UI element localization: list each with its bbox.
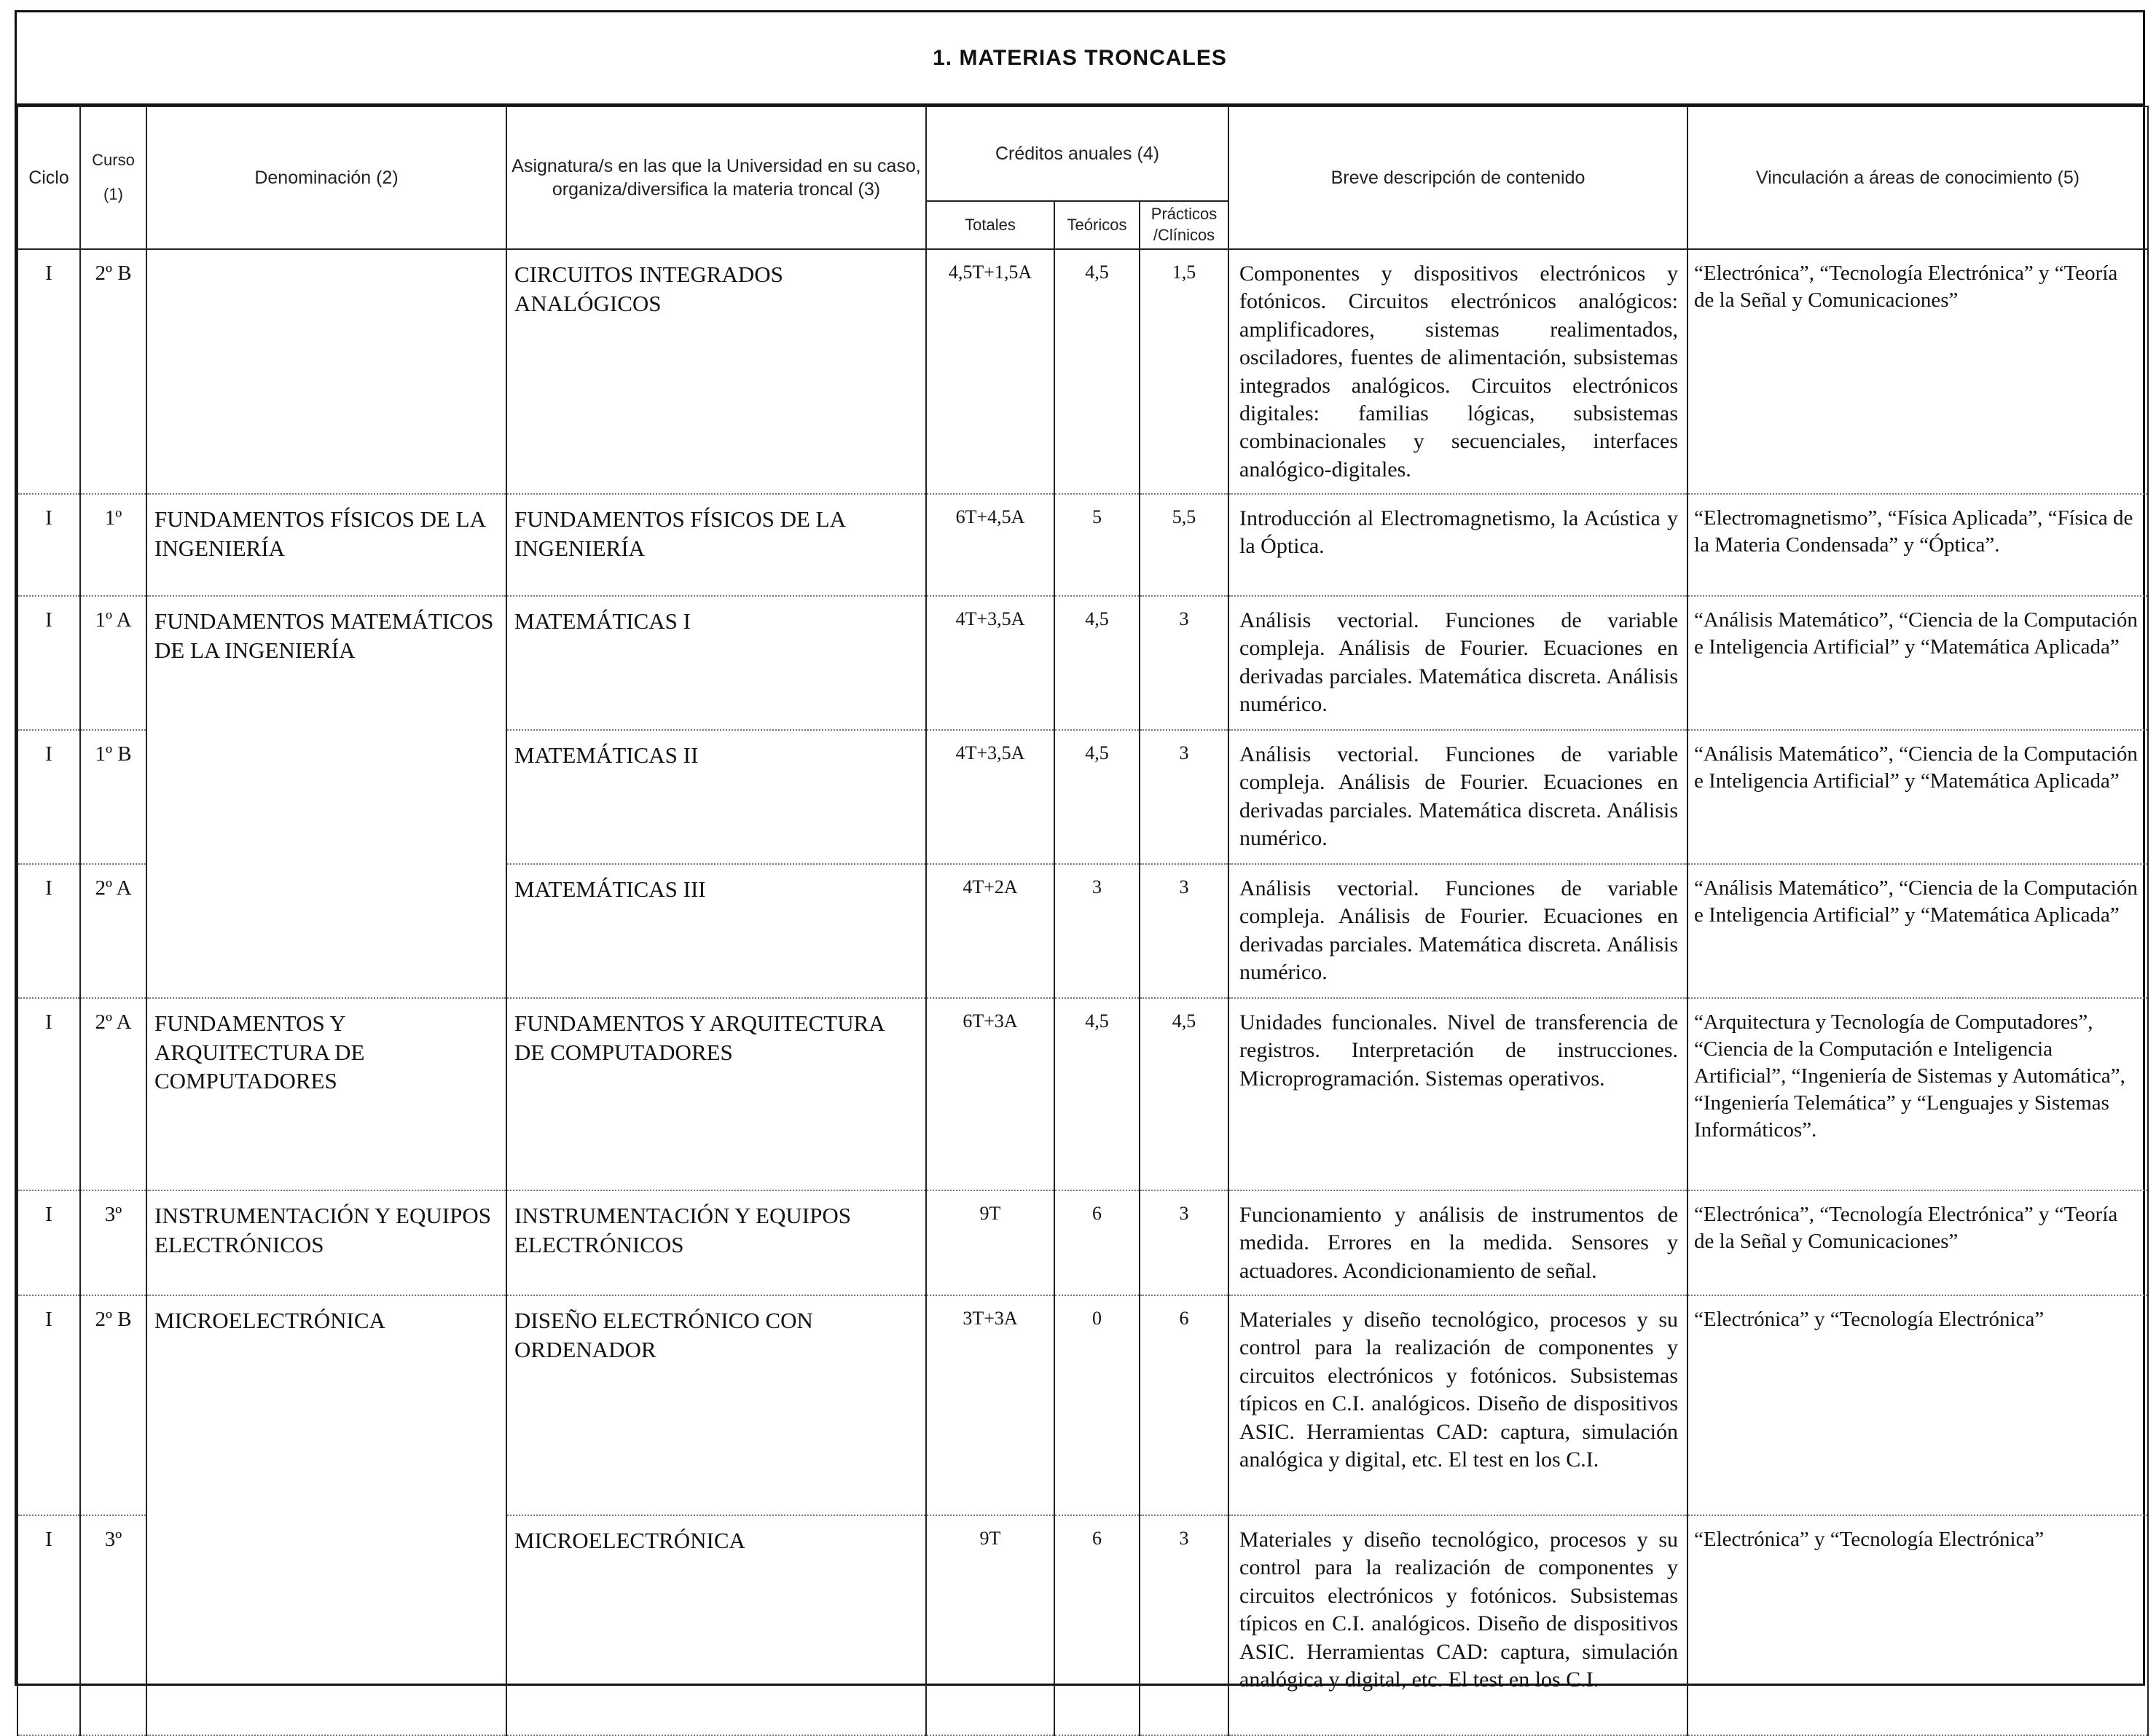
cell-curso: 1º A — [80, 596, 146, 730]
cell-asignatura: CIRCUITOS INTEGRADOS ANALÓGICOS — [506, 249, 926, 494]
col-creditos: Créditos anuales (4) — [926, 106, 1228, 201]
cell-denominacion — [146, 730, 506, 864]
col-totales: Totales — [926, 201, 1054, 249]
cell-denominacion — [146, 864, 506, 998]
troncales-table — [17, 106, 2149, 1736]
col-ciclo: Ciclo — [17, 106, 80, 249]
col-descripcion: Breve descripción de contenido — [1228, 106, 1687, 249]
cell-curso: 1º — [80, 494, 146, 596]
cell-practicos: 1,5 — [1140, 249, 1228, 494]
col-curso-label: Curso — [92, 151, 135, 170]
cell-vinculacion: “Electrónica”, “Tecnología Electrónica” y “Teoría de la Señal y Comunicaciones” — [1687, 249, 2148, 494]
table-row — [17, 998, 2148, 1190]
cell-teoricos: 6 — [1054, 1515, 1140, 1735]
cell-curso: 2º A — [80, 864, 146, 998]
cell-denominacion — [146, 249, 506, 494]
table-row — [17, 1295, 2148, 1515]
cell-descripcion: Análisis vectorial. Funciones de variable compleja. Análisis de Fourier. Ecuaciones en derivadas parciales. Matemática discreta. Análisis numérico. — [1228, 864, 1687, 998]
cell-asignatura: MICROELECTRÓNICA — [506, 1515, 926, 1735]
cell-totales: 4T+2A — [926, 864, 1054, 998]
cell-teoricos: 5 — [1054, 494, 1140, 596]
cell-practicos: 3 — [1140, 1515, 1228, 1735]
cell-asignatura: MATEMÁTICAS II — [506, 730, 926, 864]
cell-ciclo: I — [17, 1515, 80, 1735]
cell-teoricos: 6 — [1054, 1190, 1140, 1295]
cell-vinculacion: “Análisis Matemático”, “Ciencia de la Computación e Inteligencia Artificial” y “Matemática Aplicada” — [1687, 730, 2148, 864]
col-curso — [80, 106, 146, 249]
cell-totales: 4,5T+1,5A — [926, 249, 1054, 494]
cell-ciclo: I — [17, 596, 80, 730]
cell-asignatura: MATEMÁTICAS I — [506, 596, 926, 730]
col-teoricos: Teóricos — [1054, 201, 1140, 249]
cell-teoricos: 4,5 — [1054, 730, 1140, 864]
cell-totales: 9T — [926, 1515, 1054, 1735]
cell-descripcion: Componentes y dispositivos electrónicos y fotónicos. Circuitos electrónicos analógicos: amplificadores, sistemas realimentados, osciladores, fuentes de alimentación, subsistemas integrados analógicos. Circuitos electrónicos digitales: familias lógicas, subsistemas combinacionales y secuenciales, interfaces analógico-digitales. — [1228, 249, 1687, 494]
cell-curso: 2º A — [80, 998, 146, 1190]
cell-teoricos: 4,5 — [1054, 249, 1140, 494]
cell-asignatura: FUNDAMENTOS Y ARQUITECTURA DE COMPUTADORES — [506, 998, 926, 1190]
col-denominacion: Denominación (2) — [146, 106, 506, 249]
cell-totales: 6T+4,5A — [926, 494, 1054, 596]
table-row — [17, 864, 2148, 998]
section-title: 1. MATERIAS TRONCALES — [17, 12, 2143, 106]
cell-descripcion: Análisis vectorial. Funciones de variable compleja. Análisis de Fourier. Ecuaciones en derivadas parciales. Matemática discreta. Análisis numérico. — [1228, 730, 1687, 864]
cell-descripcion: Análisis vectorial. Funciones de variable compleja. Análisis de Fourier. Ecuaciones en derivadas parciales. Matemática discreta. Análisis numérico. — [1228, 596, 1687, 730]
cell-practicos: 4,5 — [1140, 998, 1228, 1190]
document-page — [15, 10, 2145, 1692]
cell-ciclo: I — [17, 249, 80, 494]
cell-vinculacion: “Análisis Matemático”, “Ciencia de la Computación e Inteligencia Artificial” y “Matemática Aplicada” — [1687, 864, 2148, 998]
cell-descripcion: Materiales y diseño tecnológico, procesos y su control para la realización de componentes y circuitos electrónicos y fotónicos. Subsistemas típicos en C.I. analógicos. Diseño de dispositivos ASIC. Herramientas CAD: captura, simulación analógica y digital, etc. El test en los C.I. — [1228, 1515, 1687, 1735]
cell-curso: 2º B — [80, 1295, 146, 1515]
cell-ciclo: I — [17, 1295, 80, 1515]
cell-totales: 9T — [926, 1190, 1054, 1295]
cell-ciclo: I — [17, 494, 80, 596]
cell-denominacion: MICROELECTRÓNICA — [146, 1295, 506, 1515]
cell-asignatura: INSTRUMENTACIÓN Y EQUIPOS ELECTRÓNICOS — [506, 1190, 926, 1295]
cell-practicos: 3 — [1140, 1190, 1228, 1295]
col-asignatura: Asignatura/s en las que la Universidad en su caso, organiza/diversifica la materia troncal (3) — [506, 106, 926, 249]
table-row — [17, 1515, 2148, 1735]
cell-ciclo: I — [17, 864, 80, 998]
cell-descripcion: Introducción al Electromagnetismo, la Acústica y la Óptica. — [1228, 494, 1687, 596]
cell-practicos: 3 — [1140, 864, 1228, 998]
cell-asignatura: DISEÑO ELECTRÓNICO CON ORDENADOR — [506, 1295, 926, 1515]
cell-denominacion: INSTRUMENTACIÓN Y EQUIPOS ELECTRÓNICOS — [146, 1190, 506, 1295]
cell-ciclo: I — [17, 998, 80, 1190]
cell-denominacion — [146, 1515, 506, 1735]
cell-denominacion: FUNDAMENTOS Y ARQUITECTURA DE COMPUTADORES — [146, 998, 506, 1190]
cell-totales: 4T+3,5A — [926, 596, 1054, 730]
cell-vinculacion: “Electrónica” y “Tecnología Electrónica” — [1687, 1515, 2148, 1735]
cell-practicos: 6 — [1140, 1295, 1228, 1515]
cell-ciclo: I — [17, 1190, 80, 1295]
cell-curso: 3º — [80, 1190, 146, 1295]
cell-vinculacion: “Electromagnetismo”, “Física Aplicada”, “Física de la Materia Condensada” y “Óptica”. — [1687, 494, 2148, 596]
table-row — [17, 1190, 2148, 1295]
col-practicos: Prácticos /Clínicos — [1140, 201, 1228, 249]
cell-totales: 6T+3A — [926, 998, 1054, 1190]
table-row — [17, 494, 2148, 596]
cell-teoricos: 4,5 — [1054, 998, 1140, 1190]
col-curso-note: (1) — [103, 185, 123, 203]
cell-teoricos: 0 — [1054, 1295, 1140, 1515]
cell-curso: 3º — [80, 1515, 146, 1735]
cell-vinculacion: “Arquitectura y Tecnología de Computadores”, “Ciencia de la Computación e Inteligencia Artificial”, “Ingeniería de Sistemas y Automática”, “Ingeniería Telemática” y “Lenguajes y Sistemas Informáticos”. — [1687, 998, 2148, 1190]
cell-teoricos: 4,5 — [1054, 596, 1140, 730]
cell-totales: 3T+3A — [926, 1295, 1054, 1515]
cell-curso: 2º B — [80, 249, 146, 494]
cell-denominacion: FUNDAMENTOS MATEMÁTICOS DE LA INGENIERÍA — [146, 596, 506, 730]
cell-practicos: 5,5 — [1140, 494, 1228, 596]
cell-vinculacion: “Electrónica”, “Tecnología Electrónica” y “Teoría de la Señal y Comunicaciones” — [1687, 1190, 2148, 1295]
cell-descripcion: Unidades funcionales. Nivel de transferencia de registros. Interpretación de instrucciones. Microprogramación. Sistemas operativos. — [1228, 998, 1687, 1190]
table-row — [17, 249, 2148, 494]
cell-practicos: 3 — [1140, 596, 1228, 730]
cell-vinculacion: “Electrónica” y “Tecnología Electrónica” — [1687, 1295, 2148, 1515]
cell-asignatura: MATEMÁTICAS III — [506, 864, 926, 998]
table-row — [17, 596, 2148, 730]
cell-vinculacion: “Análisis Matemático”, “Ciencia de la Computación e Inteligencia Artificial” y “Matemática Aplicada” — [1687, 596, 2148, 730]
cell-descripcion: Materiales y diseño tecnológico, procesos y su control para la realización de componentes y circuitos electrónicos y fotónicos. Subsistemas típicos en C.I. analógicos. Diseño de dispositivos ASIC. Herramientas CAD: captura, simulación analógica y digital, etc. El test en los C.I. — [1228, 1295, 1687, 1515]
cell-asignatura: FUNDAMENTOS FÍSICOS DE LA INGENIERÍA — [506, 494, 926, 596]
cell-ciclo: I — [17, 730, 80, 864]
cell-curso: 1º B — [80, 730, 146, 864]
cell-teoricos: 3 — [1054, 864, 1140, 998]
cell-totales: 4T+3,5A — [926, 730, 1054, 864]
cell-denominacion: FUNDAMENTOS FÍSICOS DE LA INGENIERÍA — [146, 494, 506, 596]
cell-descripcion: Funcionamiento y análisis de instrumentos de medida. Errores en la medida. Sensores y actuadores. Acondicionamiento de señal. — [1228, 1190, 1687, 1295]
cell-practicos: 3 — [1140, 730, 1228, 864]
col-vinculacion: Vinculación a áreas de conocimiento (5) — [1687, 106, 2148, 249]
table-row — [17, 730, 2148, 864]
